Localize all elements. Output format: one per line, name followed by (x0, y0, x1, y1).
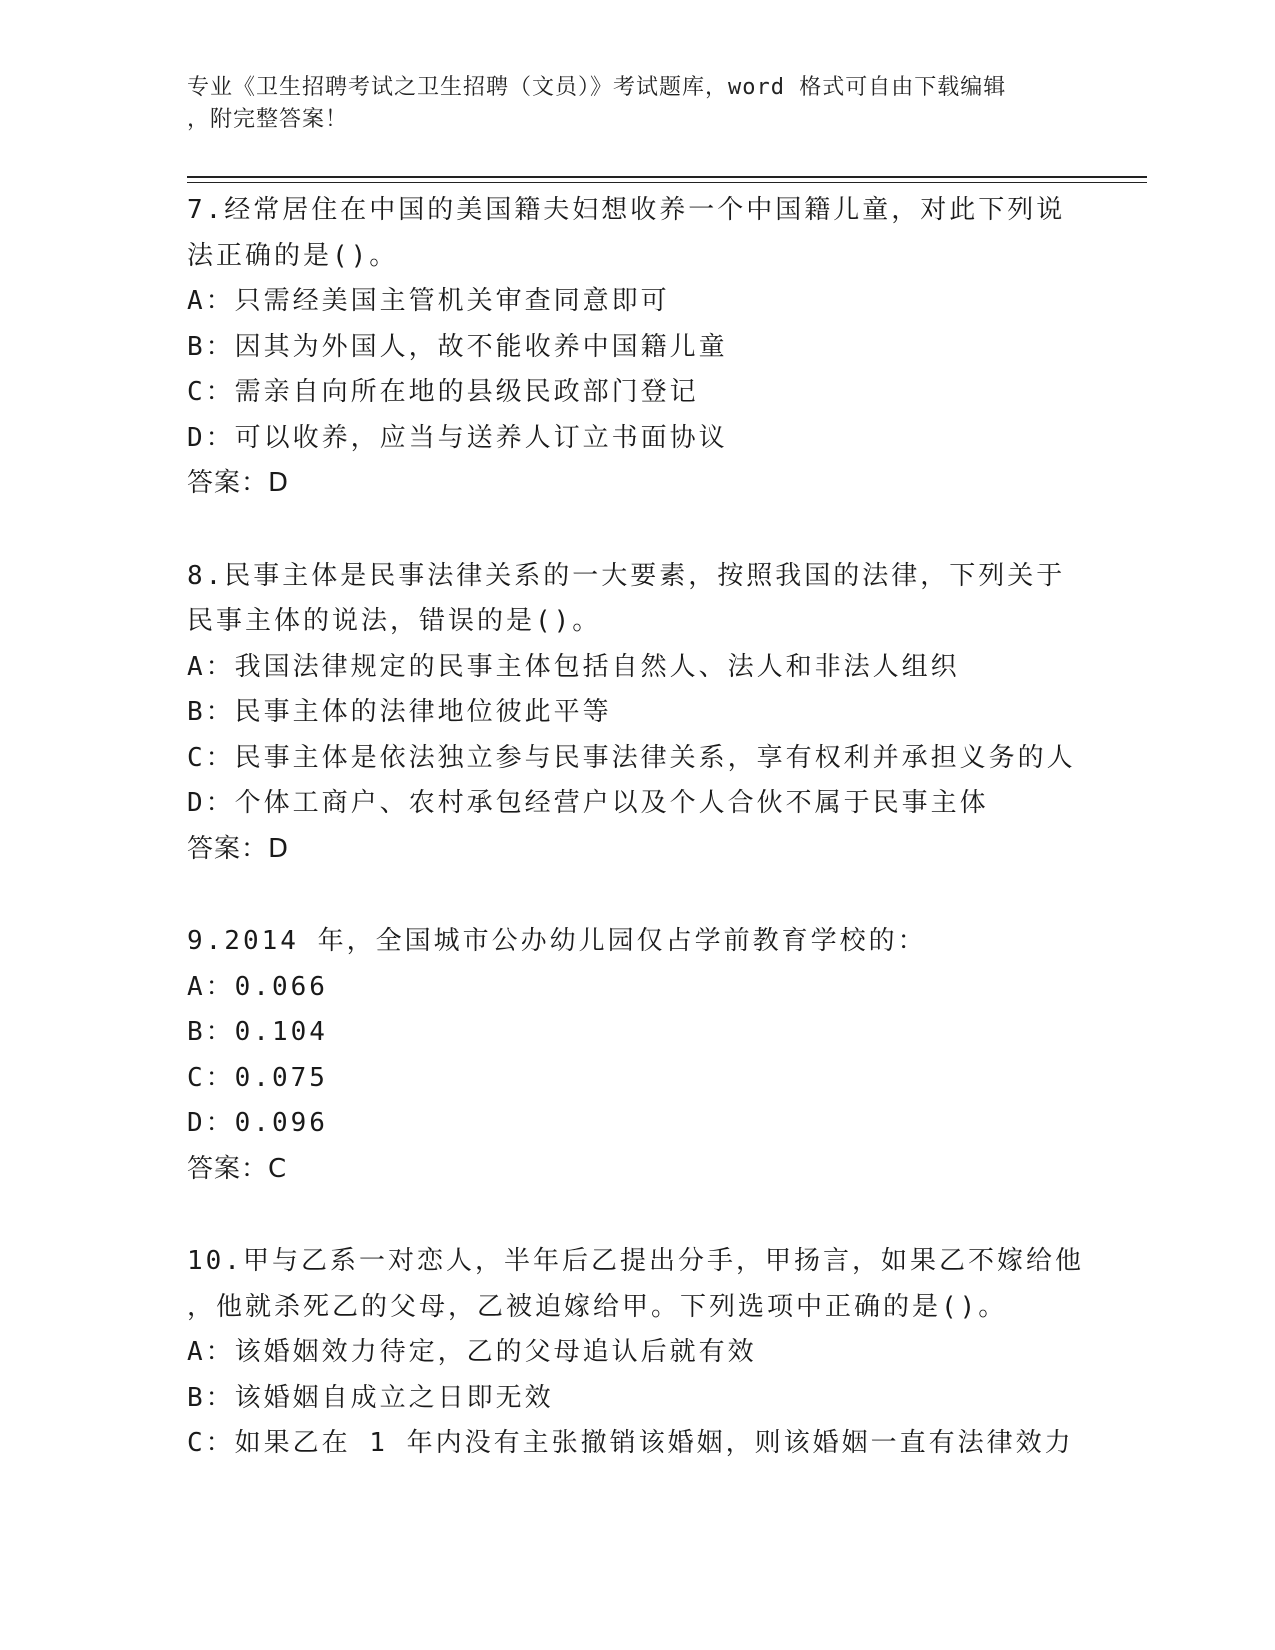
answer-label: 答案：D (187, 833, 290, 864)
question-7 (187, 188, 1147, 507)
question-stem-line: 8.民事主体是民事法律关系的一大要素，按照我国的法律，下列关于 (187, 560, 1066, 591)
option-a: A：只需经美国主管机关审查同意即可 (187, 286, 670, 316)
question-stem-line: 7.经常居住在中国的美国籍夫妇想收养一个中国籍儿童，对此下列说 (187, 195, 1066, 225)
question-list (187, 188, 1147, 1514)
header-line-1: 专业《卫生招聘考试之卫生招聘（文员）》考试题库，word 格式可自由下载编辑 (187, 75, 1007, 100)
question-stem-line: 9.2014 年，全国城市公办幼儿园仅占学前教育学校的： (187, 926, 927, 956)
option-a: A：我国法律规定的民事主体包括自然人、法人和非法人组织 (187, 651, 960, 682)
option-a: A：0.066 (187, 971, 328, 1002)
option-b: B：民事主体的法律地位彼此平等 (187, 697, 612, 727)
question-9 (187, 919, 1147, 1192)
question-stem-line: 10.甲与乙系一对恋人，半年后乙提出分手，甲扬言，如果乙不嫁给他 (187, 1246, 1084, 1276)
option-c: C：需亲自向所在地的县级民政部门登记 (187, 377, 699, 407)
question-stem-line: 民事主体的说法，错误的是()。 (187, 606, 602, 636)
header-divider-thin (187, 182, 1147, 183)
question-10 (187, 1239, 1147, 1467)
option-a: A：该婚姻效力待定，乙的父母追认后就有效 (187, 1337, 757, 1367)
option-d: D：可以收养，应当与送养人订立书面协议 (187, 422, 728, 453)
option-d: D：0.096 (187, 1108, 328, 1138)
option-c: C：如果乙在 1 年内没有主张撤销该婚姻，则该婚姻一直有法律效力 (187, 1428, 1074, 1458)
option-b: B：该婚姻自成立之日即无效 (187, 1382, 554, 1413)
document-header (187, 72, 1067, 136)
answer-label: 答案：D (187, 468, 290, 498)
option-b: B：0.104 (187, 1017, 328, 1047)
header-line-2: ，附完整答案！ (187, 107, 349, 132)
header-divider-thick (187, 176, 1147, 178)
question-stem-line: ，他就杀死乙的父母，乙被迫嫁给甲。下列选项中正确的是()。 (187, 1291, 1008, 1322)
option-c: C：0.075 (187, 1062, 328, 1093)
option-c: C：民事主体是依法独立参与民事法律关系，享有权利并承担义务的人 (187, 742, 1076, 773)
option-d: D：个体工商户、农村承包经营户以及个人合伙不属于民事主体 (187, 788, 989, 818)
answer-label: 答案：C (187, 1153, 288, 1184)
option-b: B：因其为外国人，故不能收养中国籍儿童 (187, 331, 728, 362)
question-stem-line: 法正确的是()。 (187, 240, 399, 271)
question-8 (187, 554, 1147, 873)
